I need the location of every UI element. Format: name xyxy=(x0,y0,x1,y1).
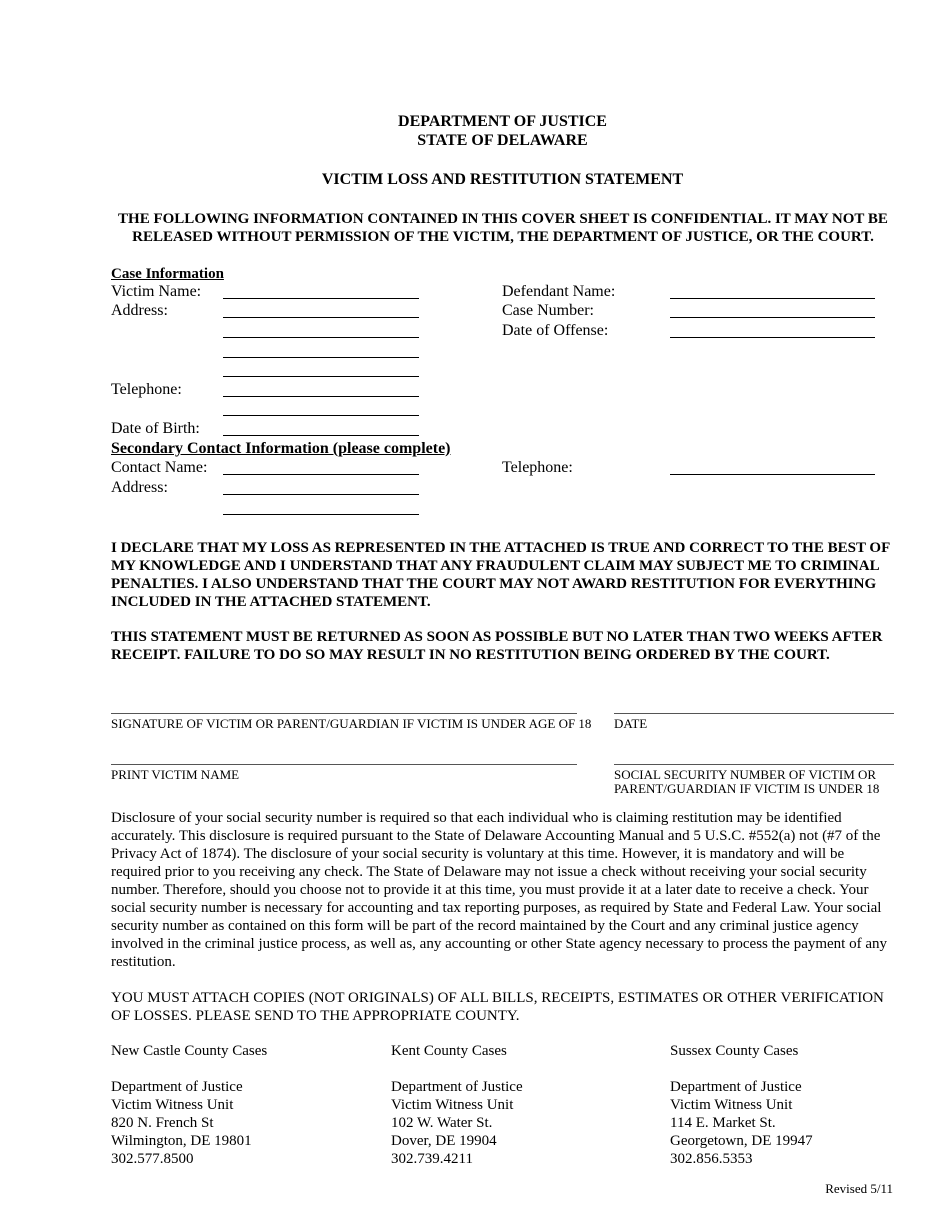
defendant-name-label: Defendant Name: xyxy=(502,283,616,300)
address-line-1[interactable] xyxy=(223,317,419,318)
address-line-4[interactable] xyxy=(223,376,419,377)
date-label: DATE xyxy=(614,716,648,731)
secondary-heading: Secondary Contact Information (please complete) xyxy=(111,440,451,457)
contact-telephone-line[interactable] xyxy=(670,474,875,475)
form-title: VICTIM LOSS AND RESTITUTION STATEMENT xyxy=(321,171,684,188)
contact-name-line[interactable] xyxy=(223,474,419,475)
confidential-notice: THE FOLLOWING INFORMATION CONTAINED IN THIS COVER SHEET IS CONFIDENTIAL. IT MAY NOT BE RELEASED WITHOUT PERMISSION OF THE VICTIM, THE DEPARTMENT OF JUSTICE, OR THE COURT. xyxy=(118,211,888,245)
declaration-text: I DECLARE THAT MY LOSS AS REPRESENTED IN THE ATTACHED IS TRUE AND CORRECT TO THE BEST OF MY KNOWLEDGE AND I UNDERSTAND THAT ANY FRAUDULENT CLAIM MAY SUBJECT ME TO CRIMINAL PENALTIES. I ALSO UNDERSTAND THAT THE COURT MAY NOT AWARD RESTITUTION FOR EVERYTHING INCLUDED IN THE ATTACHED STATEMENT. xyxy=(111,540,890,610)
county-city: Dover, DE 19904 xyxy=(391,1133,497,1149)
county-phone: 302.856.5353 xyxy=(670,1151,753,1167)
signature-label: SIGNATURE OF VICTIM OR PARENT/GUARDIAN IF VICTIM IS UNDER AGE OF 18 xyxy=(111,716,592,731)
county-new-castle xyxy=(111,1042,267,1168)
contact-address-line-2[interactable] xyxy=(223,514,419,515)
print-name-label: PRINT VICTIM NAME xyxy=(111,767,240,782)
case-info-heading: Case Information xyxy=(111,266,224,282)
defendant-name-line[interactable] xyxy=(670,298,875,299)
state-title: STATE OF DELAWARE xyxy=(417,132,588,149)
county-phone: 302.739.4211 xyxy=(391,1151,473,1167)
victim-name-label: Victim Name: xyxy=(111,283,202,300)
date-of-offense-label: Date of Offense: xyxy=(502,322,609,339)
county-dept: Department of Justice xyxy=(111,1079,243,1095)
date-line[interactable] xyxy=(614,713,894,714)
ssn-label-line-1: SOCIAL SECURITY NUMBER OF VICTIM OR xyxy=(614,767,877,782)
date-of-offense-line[interactable] xyxy=(670,337,875,338)
case-number-label: Case Number: xyxy=(502,302,594,319)
county-heading: Sussex County Cases xyxy=(670,1043,799,1059)
victim-name-line[interactable] xyxy=(223,298,419,299)
contact-address-line-1[interactable] xyxy=(223,494,419,495)
dept-title: DEPARTMENT OF JUSTICE xyxy=(398,113,607,130)
ssn-line[interactable] xyxy=(614,764,894,765)
dob-line[interactable] xyxy=(223,435,419,436)
county-unit: Victim Witness Unit xyxy=(670,1097,793,1113)
attach-notice: YOU MUST ATTACH COPIES (NOT ORIGINALS) OF ALL BILLS, RECEIPTS, ESTIMATES OR OTHER VERIFICATION OF LOSSES. PLEASE SEND TO THE APPROPRIATE COUNTY. xyxy=(111,990,884,1024)
address-line-2[interactable] xyxy=(223,337,419,338)
county-sussex xyxy=(670,1042,813,1168)
revised-date: Revised 5/11 xyxy=(825,1181,893,1196)
county-street: 102 W. Water St. xyxy=(391,1115,493,1131)
telephone-label: Telephone: xyxy=(111,381,182,398)
address-line-3[interactable] xyxy=(223,357,419,358)
county-heading: Kent County Cases xyxy=(391,1043,507,1059)
disclosure-text: Disclosure of your social security number is required so that each individual who is claiming restitution may be identified accurately. This disclosure is required pursuant to the State of Delaware Accounting Manual and 5 U.S.C. #552(a) not (#7 of the Privacy Act of 1874). The disclosure of your social security is voluntary at this time. However, it is mandatory and will be required prior to you receiving any check. The State of Delaware may not issue a check without receiving your social security number. Therefore, should you choose not to provide it at this time, you must provide it at a later date to receive a check. Your social security number is necessary for accounting and tax reporting purposes, as required by State and Federal Law. Your social security number as contained on this form will be part of the record maintained by the Court and any criminal justice agency involved in the criminal justice process, as well as, any accounting or other State agency necessary to process the payment of any restitution. xyxy=(111,810,888,970)
dob-label: Date of Birth: xyxy=(111,420,200,437)
county-unit: Victim Witness Unit xyxy=(111,1097,234,1113)
county-heading: New Castle County Cases xyxy=(111,1043,268,1059)
signature-line[interactable] xyxy=(111,713,577,714)
ssn-label-line-2: PARENT/GUARDIAN IF VICTIM IS UNDER 18 xyxy=(614,781,880,796)
county-unit: Victim Witness Unit xyxy=(391,1097,514,1113)
county-kent xyxy=(391,1042,523,1168)
telephone-line-2[interactable] xyxy=(223,415,419,416)
print-name-line[interactable] xyxy=(111,764,577,765)
county-street: 114 E. Market St. xyxy=(670,1115,776,1131)
county-street: 820 N. French St xyxy=(111,1115,214,1131)
contact-address-label: Address: xyxy=(111,479,168,496)
county-city: Georgetown, DE 19947 xyxy=(670,1133,813,1149)
county-city: Wilmington, DE 19801 xyxy=(111,1133,252,1149)
return-notice-text: THIS STATEMENT MUST BE RETURNED AS SOON AS POSSIBLE BUT NO LATER THAN TWO WEEKS AFTER RECEIPT. FAILURE TO DO SO MAY RESULT IN NO RESTITUTION BEING ORDERED BY THE COURT. xyxy=(111,629,883,663)
county-phone: 302.577.8500 xyxy=(111,1151,194,1167)
address-label: Address: xyxy=(111,302,168,319)
case-number-line[interactable] xyxy=(670,317,875,318)
contact-name-label: Contact Name: xyxy=(111,459,208,476)
contact-telephone-label: Telephone: xyxy=(502,459,573,476)
telephone-line[interactable] xyxy=(223,396,419,397)
county-dept: Department of Justice xyxy=(670,1079,802,1095)
county-dept: Department of Justice xyxy=(391,1079,523,1095)
